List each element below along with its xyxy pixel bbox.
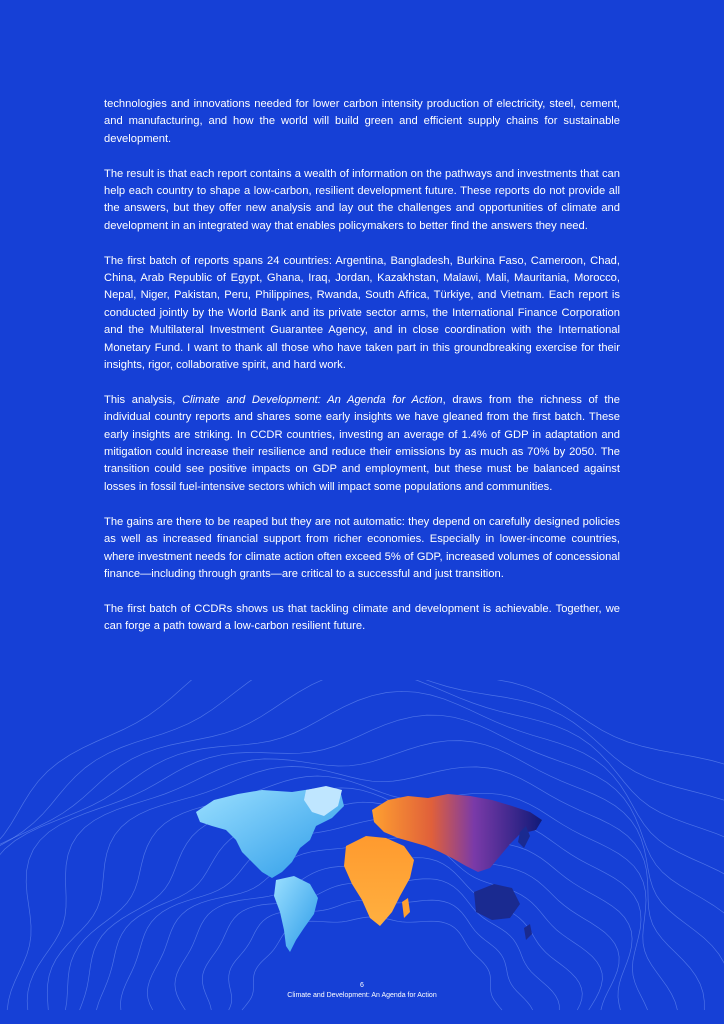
paragraph-4-rest: , draws from the richness of the individual country reports and shares some early insights we have gleaned from the first batch. These early insights are striking. In CCDR countries, investing an average of 1.4% of GDP in adaptation and mitigation could increase their resilience and reduce their emissions by as much as 70% by 2050. The transition could see positive impacts on GDP and employment, but these must be balanced against losses in fossil fuel-intensive sectors which will impact some populations and communities. xyxy=(104,393,620,493)
world-map-illustration xyxy=(0,680,724,1024)
footer-title: Climate and Development: An Agenda for Action xyxy=(287,992,437,999)
contour-line xyxy=(96,802,632,1010)
body-text xyxy=(104,96,620,653)
map-eurasia-africa xyxy=(344,794,542,940)
paragraph-1: technologies and innovations needed for lower carbon intensity production of electricity, steel, cement, and manufacturing, and how the world will build green and efficient supply chains for sustainable development. xyxy=(104,98,620,145)
paragraph-4 xyxy=(104,392,620,496)
paragraph-4-lead: This analysis, xyxy=(104,393,182,406)
new-zealand-shape xyxy=(524,924,532,940)
south-america-shape xyxy=(274,876,318,952)
report-title-italic: Climate and Development: An Agenda for Action xyxy=(181,393,443,406)
paragraph-5: The gains are there to be reaped but they are not automatic: they depend on carefully designed policies as well as increased financial support from richer economies. Especially in lower-income countries, where investment needs for climate action often exceed 5% of GDP, increased volumes of concessional finance—including through grants—are critical to a successful and just transition. xyxy=(104,515,620,580)
map-americas xyxy=(196,786,344,952)
page-number: 6 xyxy=(360,982,364,989)
paragraph-3: The first batch of reports spans 24 countries: Argentina, Bangladesh, Burkina Faso, Cameroon, Chad, China, Arab Republic of Egypt, Ghana, Iraq, Jordan, Kazakhstan, Malawi, Mali, Mauritania, Morocco, Nepal, Niger, Pakistan, Peru, Philippines, Rwanda, South Africa, Türkiye, and Vietnam. Each report is conducted jointly by the World Bank and its private sector arms, the International Finance Corporation and the Multilateral Investment Guarantee Agency, and in close coordination with the International Monetary Fund. I want to thank all those who have taken part in this groundbreaking exercise for their insights, rigor, collaborative spirit, and hard work. xyxy=(104,254,620,372)
paragraph-2: The result is that each report contains a wealth of information on the pathways and investments that can help each country to shape a low-carbon, resilient development future. These reports do not provide all the answers, but they offer new analysis and lay out the challenges and opportunities of climate and development in an integrated way that enables policymakers to better find the answers they need. xyxy=(104,167,620,232)
madagascar-shape xyxy=(402,898,410,918)
paragraph-6: The first batch of CCDRs shows us that tackling climate and development is achievable. Together, we can forge a path toward a low-carbon resilient future. xyxy=(104,602,620,633)
australia-shape xyxy=(474,884,520,920)
